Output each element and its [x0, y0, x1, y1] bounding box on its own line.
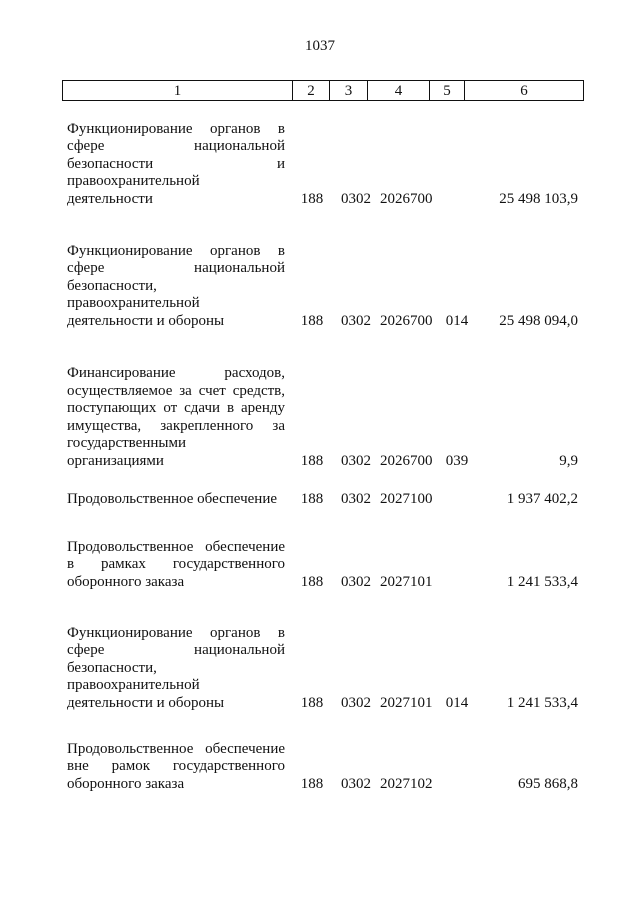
row-code-2: 188: [300, 452, 324, 469]
row-code-3: 0302: [341, 694, 371, 711]
column-header-5: 5: [430, 81, 465, 101]
row-code-3: 0302: [341, 490, 371, 507]
row-amount: 1 241 533,4: [506, 694, 578, 711]
row-description: Продовольственное обеспечение в рамках государственного оборонного заказа: [67, 538, 285, 590]
row-description: Финансирование расходов, осуществляемое за счет средств, поступающих от сдачи в аренду имущества, закрепленного за государственными организациями: [67, 365, 285, 469]
row-code-2: 188: [300, 573, 324, 590]
row-code-2: 188: [300, 775, 324, 792]
row-code-2: 188: [300, 190, 324, 207]
row-code-2: 188: [300, 312, 324, 329]
row-code-3: 0302: [341, 775, 371, 792]
row-code-5: 014: [445, 312, 469, 329]
row-code-3: 0302: [341, 573, 371, 590]
table-row: [0, 110, 640, 208]
row-code-3: 0302: [341, 312, 371, 329]
row-code-4: 2026700: [380, 452, 433, 469]
row-amount: 695 868,8: [518, 775, 578, 792]
row-code-4: 2027101: [380, 694, 433, 711]
row-code-2: 188: [300, 490, 324, 507]
table-row: [0, 624, 640, 712]
row-code-5: 039: [445, 452, 469, 469]
column-header-1: 1: [63, 81, 293, 101]
row-code-5: 014: [445, 694, 469, 711]
column-header-row: [63, 81, 584, 101]
row-code-4: 2027102: [380, 775, 433, 792]
row-description: Функционирование органов в сфере национальной безопасности и правоохранительной деятельности: [67, 120, 285, 207]
row-description: Функционирование органов в сфере национальной безопасности, правоохранительной деятельности и обороны: [67, 624, 285, 711]
column-header-4: 4: [368, 81, 430, 101]
column-header-table: [62, 80, 584, 101]
table-row: [0, 535, 640, 591]
row-code-3: 0302: [341, 452, 371, 469]
row-code-3: 0302: [341, 190, 371, 207]
table-row: [0, 737, 640, 793]
row-amount: 1 937 402,2: [506, 490, 578, 507]
row-code-4: 2027100: [380, 490, 433, 507]
row-amount: 9,9: [559, 452, 578, 469]
row-code-2: 188: [300, 694, 324, 711]
column-header-3: 3: [330, 81, 368, 101]
row-amount: 25 498 094,0: [499, 312, 578, 329]
column-header-2: 2: [293, 81, 330, 101]
row-code-4: 2026700: [380, 190, 433, 207]
table-row: [0, 352, 640, 470]
page-number: 1037: [305, 38, 335, 54]
row-amount: 25 498 103,9: [499, 190, 578, 207]
column-header-6: 6: [465, 81, 584, 101]
row-description: Продовольственное обеспечение вне рамок государственного оборонного заказа: [67, 740, 285, 792]
row-description: Функционирование органов в сфере национальной безопасности, правоохранительной деятельности и обороны: [67, 242, 285, 329]
row-code-4: 2026700: [380, 312, 433, 329]
row-amount: 1 241 533,4: [506, 573, 578, 590]
row-description: Продовольственное обеспечение: [67, 490, 277, 507]
table-row: [0, 488, 640, 508]
table-row: [0, 230, 640, 330]
row-code-4: 2027101: [380, 573, 433, 590]
